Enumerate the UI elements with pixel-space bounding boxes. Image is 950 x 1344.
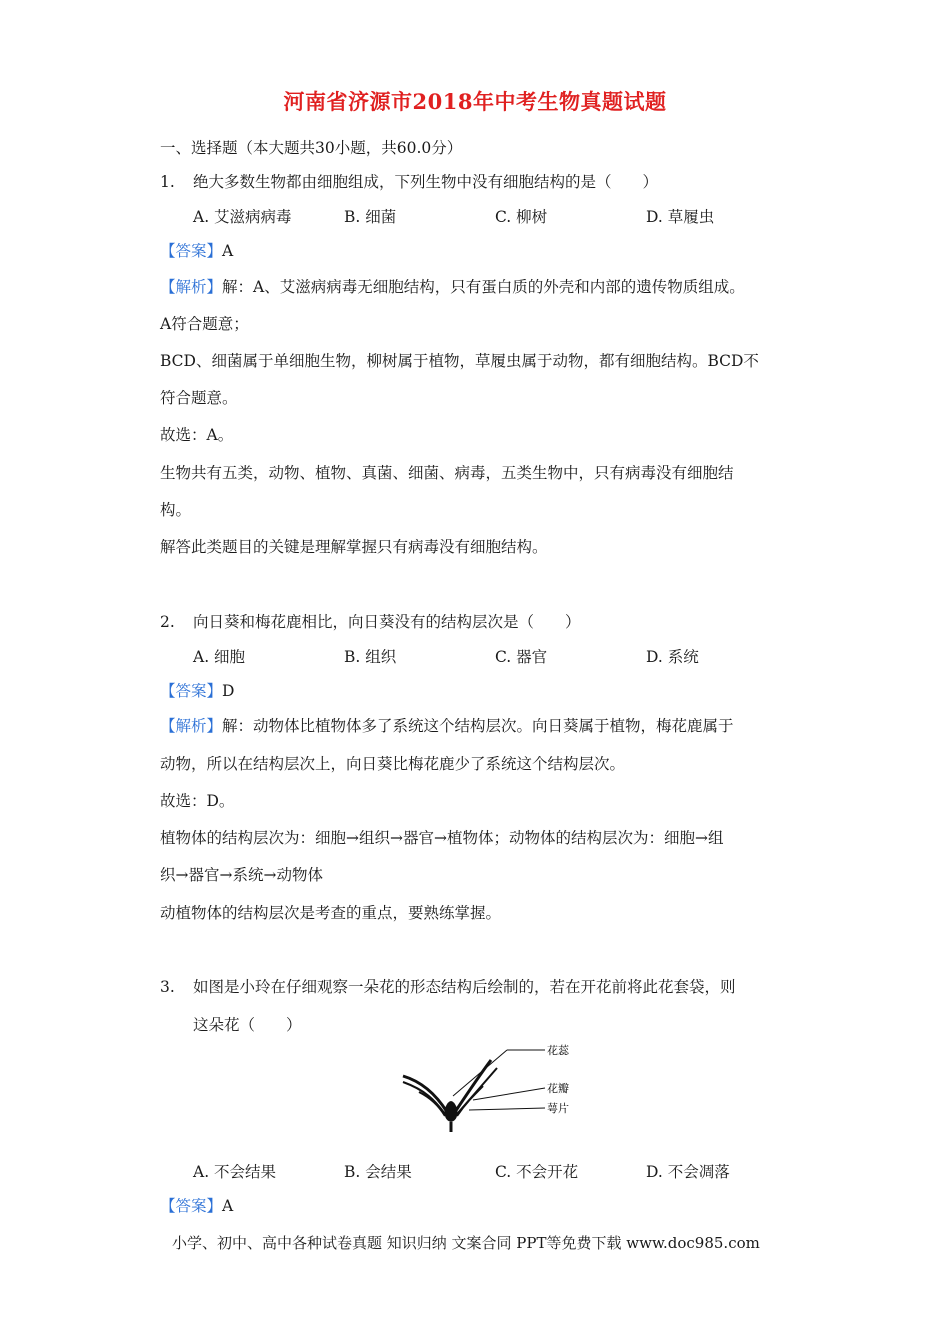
figure-label-stamen: 花蕊 (547, 1044, 569, 1057)
q1-analysis-line: 解答此类题目的关键是理解掌握只有病毒没有细胞结构。 (160, 538, 548, 556)
q1-analysis-line: 符合题意。 (160, 389, 238, 407)
q2-analysis-line: 植物体的结构层次为：细胞→组织→器官→植物体；动物体的结构层次为：细胞→组 (160, 829, 724, 847)
q3-option-a: A. 不会结果 (193, 1163, 277, 1181)
q1-answer (160, 240, 233, 262)
page-title: 河南省济源市2018年中考生物真题试题 (283, 89, 667, 114)
question-3-text: 如图是小玲在仔细观察一朵花的形态结构后绘制的，若在开花前将此花套袋，则 (193, 978, 736, 996)
leader-line-petal (473, 1088, 545, 1100)
q1-option-a: A. 艾滋病病毒 (193, 208, 292, 226)
leader-line-sepal (469, 1108, 545, 1110)
answer-tag: 【答案】 (160, 682, 223, 700)
answer-value: D (222, 682, 235, 700)
q2-option-d: D. 系统 (646, 648, 699, 666)
question-3-number: 3. (160, 978, 175, 996)
q2-analysis-line: 织→器官→系统→动物体 (160, 866, 323, 884)
q2-option-a: A. 细胞 (193, 648, 246, 666)
section-heading: 一、选择题（本大题共30小题，共60.0分） (160, 139, 463, 157)
q2-analysis-line: 动植物体的结构层次是考查的重点，要熟练掌握。 (160, 904, 502, 922)
figure-label-sepal: 萼片 (547, 1102, 569, 1115)
pistil (445, 1101, 458, 1122)
q2-answer (160, 680, 234, 702)
analysis-text: 解：动物体比植物体多了系统这个结构层次。向日葵属于植物，梅花鹿属于 (222, 717, 734, 735)
answer-tag: 【答案】 (160, 1197, 223, 1215)
q2-option-b: B. 组织 (344, 648, 397, 666)
analysis-tag: 【解析】 (160, 717, 223, 735)
answer-tag: 【答案】 (160, 242, 223, 260)
q3-option-b: B. 会结果 (344, 1163, 412, 1181)
analysis-tag: 【解析】 (160, 278, 223, 296)
flower-diagram (395, 1038, 595, 1138)
q3-answer (160, 1195, 233, 1217)
q1-analysis-line: 故选：A。 (160, 426, 234, 444)
q1-option-b: B. 细菌 (344, 208, 397, 226)
q2-analysis-line: 故选：D。 (160, 792, 235, 810)
q1-option-d: D. 草履虫 (646, 208, 715, 226)
answer-value: A (222, 1197, 234, 1215)
analysis-text: 解：A、艾滋病病毒无细胞结构，只有蛋白质的外壳和内部的遗传物质组成。 (222, 278, 745, 296)
answer-value: A (222, 242, 234, 260)
question-1-text: 绝大多数生物都由细胞组成，下列生物中没有细胞结构的是（ ） (193, 173, 659, 191)
question-2-text: 向日葵和梅花鹿相比，向日葵没有的结构层次是（ ） (193, 613, 581, 631)
q1-analysis-line: 生物共有五类，动物、植物、真菌、细菌、病毒，五类生物中，只有病毒没有细胞结 (160, 464, 734, 482)
page-footer: 小学、初中、高中各种试卷真题 知识归纳 文案合同 PPT等免费下载 www.doc985.com (172, 1234, 760, 1252)
q1-analysis-line: A符合题意； (160, 315, 249, 333)
question-2-number: 2. (160, 613, 175, 631)
q3-option-d: D. 不会凋落 (646, 1163, 730, 1181)
q2-analysis-first-line (160, 715, 734, 737)
q2-analysis-line: 动物，所以在结构层次上，向日葵比梅花鹿少了系统这个结构层次。 (160, 755, 626, 773)
figure-label-petal: 花瓣 (547, 1082, 569, 1095)
q1-analysis-line: 构。 (160, 501, 192, 519)
q1-option-c: C. 柳树 (495, 208, 548, 226)
q3-option-c: C. 不会开花 (495, 1163, 579, 1181)
question-3-text-continued: 这朵花（ ） (193, 1016, 302, 1034)
q2-option-c: C. 器官 (495, 648, 548, 666)
question-1-number: 1. (160, 173, 175, 191)
q1-analysis-first-line (160, 276, 745, 298)
q1-analysis-line: BCD、细菌属于单细胞生物，柳树属于植物，草履虫属于动物，都有细胞结构。BCD不 (160, 352, 759, 370)
